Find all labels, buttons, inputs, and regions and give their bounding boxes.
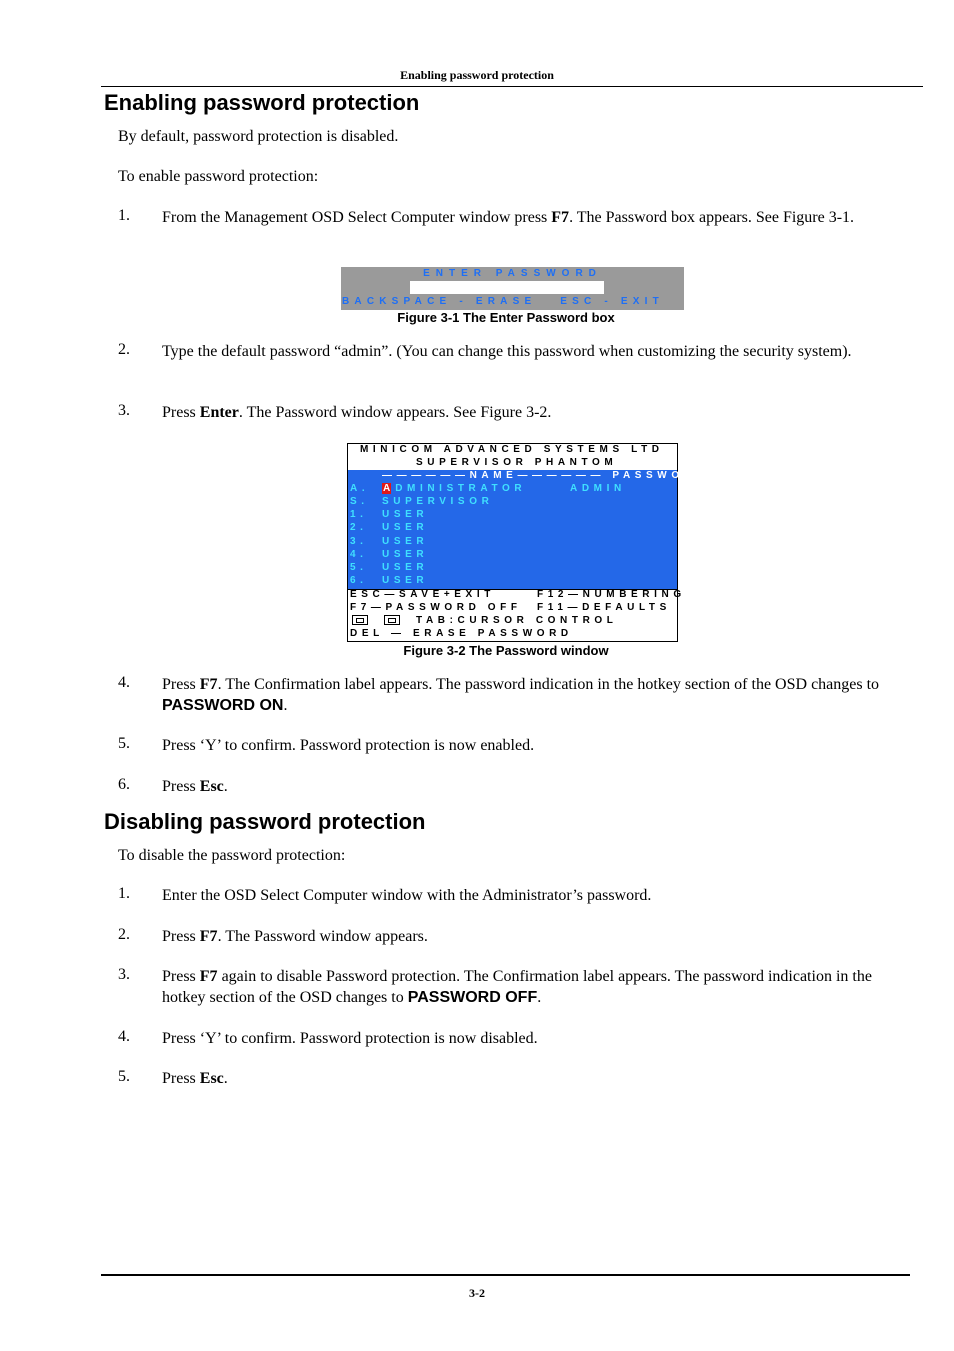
step-text: Press F7. The Password window appears.	[162, 928, 428, 945]
step-text: Enter the OSD Select Computer window with the Administrator’s password.	[162, 887, 652, 904]
osd-row-name[interactable]: USER	[382, 522, 429, 533]
osd-row-key: 3.	[350, 536, 368, 547]
osd-hotkey-f12: F12—NUMBERING	[537, 589, 686, 600]
step-number: 4.	[118, 674, 130, 691]
step-text: Press ‘Y’ to confirm. Password protection is now disabled.	[162, 1030, 538, 1047]
osd-company: MINICOM ADVANCED SYSTEMS LTD	[360, 444, 664, 455]
osd-row-name[interactable]: USER	[382, 575, 429, 586]
step-text: From the Management OSD Select Computer window press F7. The Password box appears. See Figure 3-1.	[162, 209, 855, 226]
osd-hotkey-f7: F7—PASSWORD OFF	[350, 602, 522, 613]
osd-hotkey-tab: TAB:CURSOR CONTROL	[416, 615, 618, 626]
step-number: 4.	[118, 1028, 130, 1045]
intro-to-disable: To disable the password protection:	[118, 847, 346, 864]
keyboard-icon	[384, 615, 400, 625]
step-number: 1.	[118, 885, 130, 902]
step-number: 2.	[118, 341, 130, 358]
osd-hotkey-f11: F11—DEFAULTS	[537, 602, 671, 613]
password-on-label: PASSWORD ON	[162, 697, 284, 714]
section-title-disabling: Disabling password protection	[104, 809, 426, 834]
enter-password-hint: BACKSPACE - ERASE ESC - EXIT	[342, 296, 664, 307]
password-window	[347, 443, 708, 642]
osd-row-name[interactable]: USER	[382, 549, 429, 560]
osd-subtitle: SUPERVISOR PHANTOM	[416, 457, 618, 468]
osd-row-key: S.	[350, 496, 369, 507]
osd-row-key: 1.	[350, 509, 368, 520]
step-number: 1.	[118, 207, 130, 224]
section-title-enabling: Enabling password protection	[104, 90, 420, 115]
figure-caption: Figure 3-2 The Password window	[403, 643, 609, 658]
header-rule	[101, 86, 923, 87]
osd-row-key: 4.	[350, 549, 368, 560]
step-number: 6.	[118, 776, 130, 793]
step-text: Press Enter. The Password window appears. See Figure 3-2.	[162, 404, 552, 421]
password-off-label: PASSWORD OFF	[407, 989, 538, 1006]
osd-row-name[interactable]: USER	[382, 509, 429, 520]
page-number: 3-2	[469, 1286, 485, 1300]
osd-row-key: 5.	[350, 562, 368, 573]
intro-to-enable: To enable password protection:	[118, 168, 319, 185]
step-text: Press F7. The Confirmation label appears. The password indication in the hotkey section of the OSD changes to PASSWORD ON.	[162, 676, 880, 714]
osd-cursor: A	[383, 483, 391, 494]
osd-hotkey-del: DEL — ERASE PASSWORD	[350, 628, 573, 639]
osd-row-password[interactable]: ADMIN	[570, 483, 626, 494]
password-field[interactable]	[410, 281, 604, 294]
osd-column-header: ——————NAME—————— PASSWORD	[382, 470, 708, 481]
step-text: Press ‘Y’ to confirm. Password protection is now enabled.	[162, 737, 535, 754]
step-text: Press Esc.	[162, 778, 228, 795]
step-number: 3.	[118, 966, 130, 983]
osd-hotkey-esc: ESC—SAVE+EXIT	[350, 589, 495, 600]
osd-row-name[interactable]: A DMINISTRATOR	[383, 483, 527, 494]
intro-default-disabled: By default, password protection is disabled.	[118, 128, 399, 145]
osd-row-name[interactable]: SUPERVISOR	[382, 496, 494, 507]
step-number: 3.	[118, 402, 130, 419]
running-header: Enabling password protection	[400, 68, 554, 82]
step-number: 5.	[118, 735, 130, 752]
osd-row-key: A.	[350, 483, 370, 494]
step-number: 2.	[118, 926, 130, 943]
keyboard-icon	[352, 615, 368, 625]
figure-caption: Figure 3-1 The Enter Password box	[397, 310, 615, 325]
osd-row-key: 6.	[350, 575, 368, 586]
footer-rule	[101, 1274, 910, 1276]
step-number: 5.	[118, 1068, 130, 1085]
osd-row-key: 2.	[350, 522, 368, 533]
enter-password-title: ENTER PASSWORD	[423, 268, 602, 279]
enter-password-box	[341, 267, 684, 310]
step-text: Type the default password “admin”. (You can change this password when customizing the security system).	[162, 343, 852, 360]
osd-row-name[interactable]: USER	[382, 562, 429, 573]
step-text: Press F7 again to disable Password protection. The Confirmation label appears. The password indication in the hotkey section of the OSD changes to PASSWORD OFF.	[162, 968, 872, 1006]
step-text: Press Esc.	[162, 1070, 228, 1087]
osd-row-name[interactable]: USER	[382, 536, 429, 547]
